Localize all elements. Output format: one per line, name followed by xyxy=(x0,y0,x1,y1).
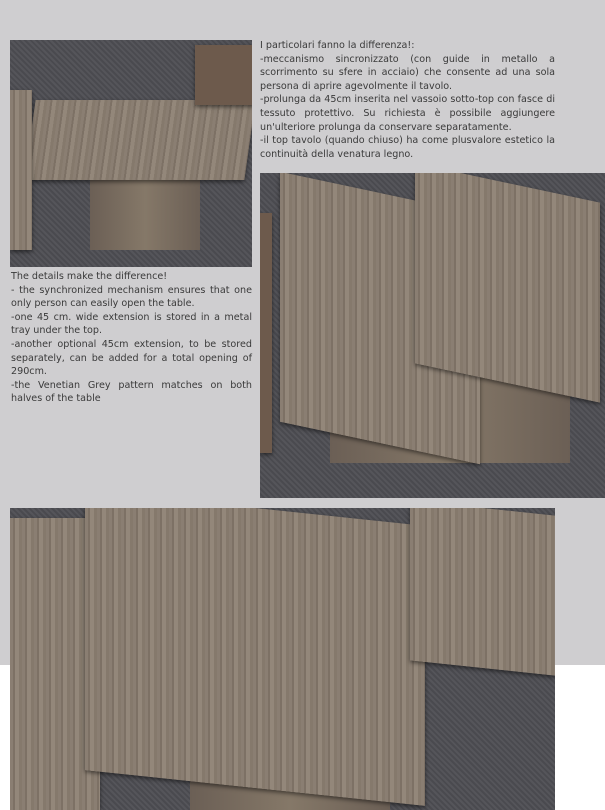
photo-table-opening xyxy=(260,173,605,498)
photo-mechanism-detail xyxy=(10,40,252,267)
english-line: -another optional 45cm extension, to be stored separately, can be added for a total opening of 290cm. xyxy=(11,338,252,378)
english-heading: The details make the difference! xyxy=(11,271,168,282)
italian-line: -il top tavolo (quando chiuso) ha come plusvalore estetico la continuità della venatura legno. xyxy=(260,135,555,160)
italian-line: -prolunga da 45cm inserita nel vassoio sotto-top con fasce di tessuto protettivo. Su richiesta è possibile aggiungere un'ulteriore prolunga da conservare separatamente. xyxy=(260,94,555,133)
english-description xyxy=(11,270,252,406)
english-line: -one 45 cm. wide extension is stored in a metal tray under the top. xyxy=(11,311,252,337)
english-line: - the synchronized mechanism ensures that one only person can easily open the table. xyxy=(11,284,252,310)
italian-line: -meccanismo sincronizzato (con guide in metallo a scorrimento su sfere in acciaio) che consente ad una sola persona di aprire agevolmente il tavolo. xyxy=(260,53,555,92)
italian-heading: I particolari fanno la differenza!: xyxy=(260,40,415,51)
english-line: -the Venetian Grey pattern matches on both halves of the table xyxy=(11,379,252,405)
photo-table-extended xyxy=(10,508,555,810)
italian-description xyxy=(260,39,555,161)
